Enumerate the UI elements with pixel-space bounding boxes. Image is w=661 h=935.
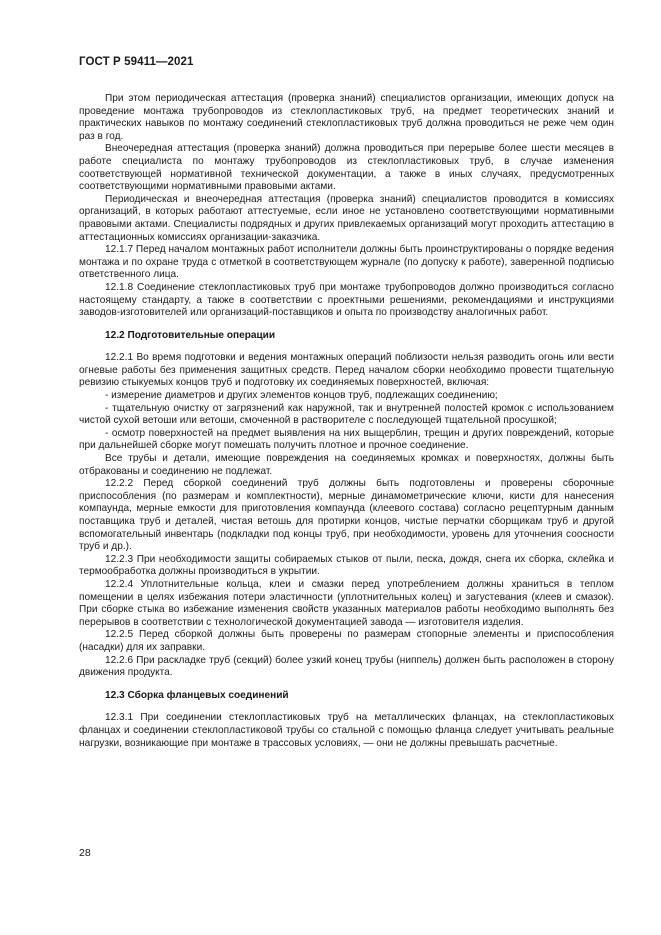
document-code: ГОСТ Р 59411—2021 — [79, 56, 194, 68]
paragraph: 12.1.8 Соединение стеклопластиковых труб при монтаже трубопроводов должно производиться согласно настоящему стандарту, а также в соответствии с проектными решениями, рекомендациями и инструкциями заводов-изготовителей или организаций-поставщиков и опыта по производству аналогичных работ. — [79, 281, 614, 319]
paragraph: 12.2.2 Перед сборкой соединений труб должны быть подготовлены и проверены сборочные приспособления (по размерам и комплектности), мерные динамометрические ключи, кисти для нанесения компаунда, мерные емкости для приготовления компаунда (клеевого состава) согласно рецептурным данным поставщика труб и деталей, чистая ветошь для протирки концов, чистые перчатки сборщикам труб и другой вспомогательный инвентарь (подкладки под концы труб, при необходимости, уровень для уточнения соосности труб и др.). — [79, 478, 614, 553]
list-item: - измерение диаметров и других элементов концов труб, подлежащих соединению; — [105, 390, 498, 402]
paragraph: 12.2.6 При раскладке труб (секций) более узкий конец трубы (ниппель) должен быть расположен в сторону движения продукта. — [79, 654, 614, 679]
page-number: 28 — [79, 847, 91, 859]
paragraph: 12.2.3 При необходимости защиты собираемых стыков от пыли, песка, дождя, снега их сборка, склейка и термообработка должны производиться в укрытии. — [79, 553, 614, 578]
paragraph: 12.2.4 Уплотнительные кольца, клеи и смазки перед употреблением должны храниться в теплом помещении в целях избежания потери эластичности (уплотнительных колец) и загустевания (клеев и смазок). При сборке стыка во избежание изменения свойств указанных материалов работы необходимо выполнять без перерывов в соответствии с технологической документацией завода — изготовителя изделия. — [79, 578, 614, 628]
paragraph: Внеочередная аттестация (проверка знаний) должна проводиться при перерыве более шести месяцев в работе специалиста по монтажу трубопроводов из стеклопластиковых труб, в случае изменения соответствующей нормативной технической документации, а также в иных случаях, предусмотренных соответствующими нормативными правовыми актами. — [79, 143, 614, 193]
paragraph: Все трубы и детали, имеющие повреждения на соединяемых кромках и поверхностях, должны быть отбракованы и соединению не подлежат. — [79, 453, 614, 477]
paragraph: При этом периодическая аттестация (проверка знаний) специалистов организации, имеющих допуск на проведение монтажа трубопроводов из стеклопластиковых труб, на предмет теоретических знаний и практических навыков по монтажу соединений стеклопластиковых труб должна проводиться не реже чем один раз в год. — [79, 93, 614, 142]
list-item: - осмотр поверхностей на предмет выявления на них выщерблин, трещин и других повреждений, которые при дальнейшей сборке могут помешать получить плотное и прочное соединение. — [79, 427, 614, 452]
paragraph: 12.2.1 Во время подготовки и ведения монтажных операций поблизости нельзя разводить огонь или вести огневые работы без применения защитных средств. Перед началом сборки необходимо провести тщательную ревизию стыкуемых концов труб и подготовку их соединяемых поверхностей, включая: — [79, 352, 614, 389]
paragraph: 12.2.5 Перед сборкой должны быть проверены по размерам стопорные элементы и приспособления (насадки) для их заправки. — [79, 629, 614, 653]
section-heading: 12.2 Подготовительные операции — [105, 329, 276, 341]
paragraph: 12.1.7 Перед началом монтажных работ исполнители должны быть проинструктированы о порядке ведения монтажа и по охране труда с отметкой в соответствующем журнале (по допуску к работе), заверенной подписью ответственного лица. — [79, 244, 614, 281]
section-heading: 12.3 Сборка фланцевых соединений — [105, 689, 289, 701]
document-body — [79, 93, 614, 750]
list-item: - тщательную очистку от загрязнений как наружной, так и внутренней полостей кромок с использованием чистой сухой ветоши или ветоши, смоченной в растворителе с последующей тщательной просушкой; — [79, 402, 614, 427]
paragraph: Периодическая и внеочередная аттестация (проверка знаний) специалистов проводится в комиссиях организаций, в которых работают аттестуемые, если иное не установлено соответствующими нормативными правовыми актами. Специалисты подрядных и других привлекаемых организаций могут проходить аттестацию в аттестационных комиссиях организации-заказчика. — [79, 193, 614, 243]
paragraph: 12.3.1 При соединении стеклопластиковых труб на металлических фланцах, на стеклопластиковых фланцах и соединении стеклопластиковой трубы со стальной с помощью фланца следует учитывать реальные нагрузки, возникающие при монтаже в трассовых условиях, — они не должны превышать расчетные. — [79, 712, 614, 749]
